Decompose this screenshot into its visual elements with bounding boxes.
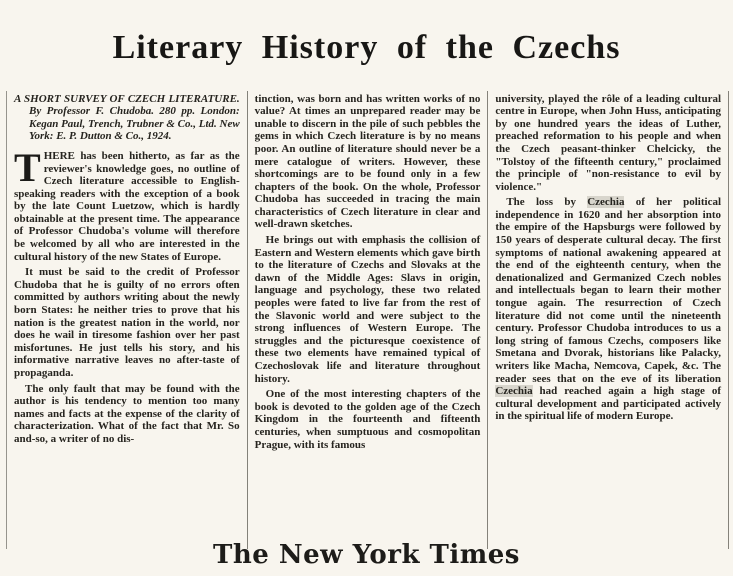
drop-cap: T: [14, 144, 41, 190]
page-title: Literary History of the Czechs: [112, 28, 621, 66]
paragraph-text: The loss by: [506, 196, 588, 209]
highlighted-term: Czechia: [495, 385, 533, 398]
paragraph: He brings out with emphasis the collision of Eastern and Western elements which gave birth to the literature of Czechs and Slovaks at the dawn of the Middle Ages: Slavs in origin, language and psychology, these two related peoples were fated to live far from the rest of the Slavonic world and were subject to the strong influences of Western Europe. The struggles and the picturesque coexistence of these two elements have remained typical of Czechoslovak life and literature throughout history.: [254, 234, 481, 385]
paragraph-text: had reached again a high stage of cultural development and participated actively in the spiritual life of modern Europe.: [495, 385, 722, 423]
article-column-2: [248, 91, 489, 549]
paragraph: [495, 196, 721, 423]
paragraph: [14, 144, 240, 263]
paragraph: university, played the rôle of a leading cultural centre in Europe, when John Huss, anticipating by one hundred years the ideas of Luther, preached reformation to his people and when the Czech peasant-thinker Chelcicky, the "Tolstoy of the fifteenth century," proclaimed the principle of "non-resistance to evil by violence.": [495, 92, 722, 193]
newspaper-logo: The New York Times: [213, 539, 520, 570]
paragraph: It must be said to the credit of Professor Chudoba that he is guilty of no errors often committed by authors writing about the newly born States: he neither tries to prove that his nation is the greatest nation in the world, nor does he wail in tiresome fashion over her past misfortunes. He just tells his story, and his informative narrative leaves no after-taste of propaganda.: [14, 266, 240, 379]
article-column-1: [6, 91, 248, 549]
paragraph-text: HERE has been hitherto, as far as the reviewer's knowledge goes, no outline of Czech literature accessible to English-speaking readers with the exception of a book by the late Count Luetzow, which is hardly obtainable at the present time. The appearance of Professor Chudoba's volume will therefore be welcomed by all who are interested in the cultural history of the new States of Europe.: [14, 149, 240, 263]
paragraph: The only fault that may be found with the author is his tendency to mention too many names and facts at the expense of the clarity of characterization. What of the fact that Mr. So and-so, a writer of no dis-: [14, 382, 240, 445]
paragraph-text: of her political independence in 1620 and her absorption into the empire of the Hapsburgs were followed by 150 years of desperate cultural decay. The first symptoms of national awakening appeared at the end of the eighteenth century, when the denationalized and Germanized Czech nobles and intellectuals began to learn their mother tongue again. The resurrection of Czech literature did not come until the nineteenth century. Professor Chudoba introduces to us a long string of famous Czechs, composers like Smetana and Dvorak, historians like Palacky, writers like Macha, Nemcova, Capek, &c. The reader sees that on the eve of its liberation: [495, 196, 722, 385]
book-citation: A SHORT SURVEY OF CZECH LITERATURE. By Professor F. Chudoba. 280 pp. London: Kegan Paul, Trench, Trubner & Co., Ltd. New York: E. P. Dutton & Co., 1924.: [14, 92, 240, 143]
paragraph: tinction, was born and has written works of no value? At times an unprepared reader may be unable to discern in the pile of such pebbles the gems in which Czech literature is by no means poor. An outline of literature should never be a mere catalogue of writers. However, these shortcomings are to be found only in a few chapters of the book. On the whole, Professor Chudoba has succeeded in tracing the main characteristics of Czech literature in clear and well-drawn sketches.: [254, 92, 481, 231]
article-body: [6, 91, 729, 549]
article-column-3: [488, 91, 729, 549]
highlighted-term: Czechia: [587, 196, 625, 209]
paragraph: One of the most interesting chapters of the book is devoted to the golden age of the Czech Kingdom in the fourteenth and fifteenth centuries, when sumptuous and cosmopolitan Prague, with its famous: [254, 388, 481, 451]
